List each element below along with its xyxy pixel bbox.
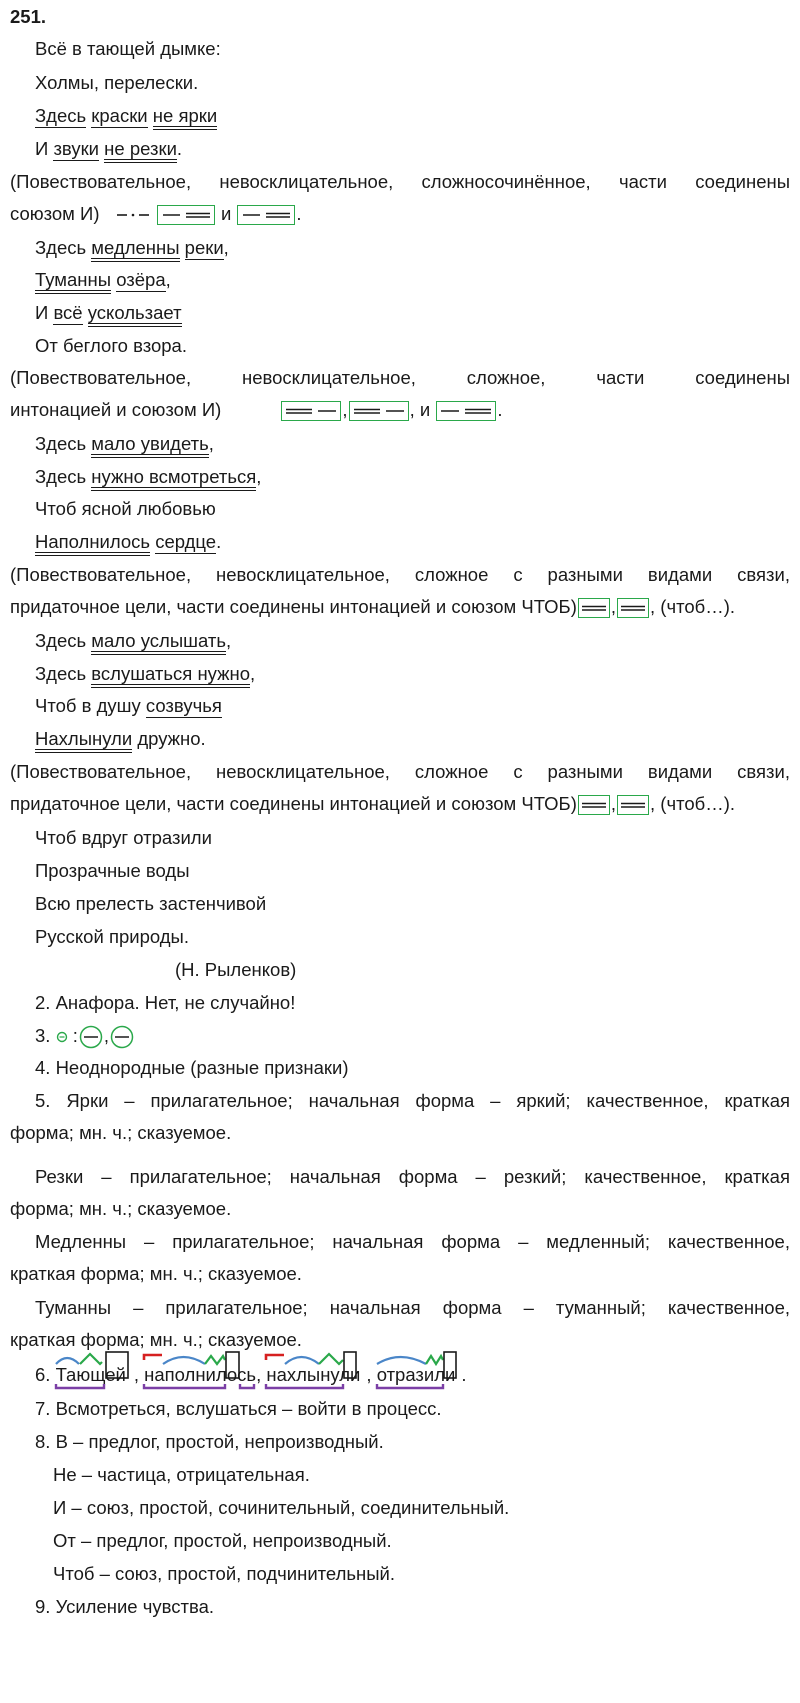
predicate-word: ускользает — [88, 302, 182, 327]
predicate-word: мало услышать — [91, 630, 226, 655]
poem-line: Прозрачные воды — [35, 860, 190, 881]
sentence-description: (Повествовательное, невосклицательное, сложное с разными видами связи, — [10, 761, 790, 782]
poem-line — [35, 630, 231, 652]
morpheme-word — [144, 1364, 256, 1386]
schema-box — [349, 401, 409, 421]
sentence-description: (Повествовательное, невосклицательное, сложное, части соединены — [10, 367, 790, 388]
text: 6. — [35, 1364, 51, 1385]
poem-line: От беглого взора. — [35, 335, 187, 356]
poem-line: Русской природы. — [35, 926, 189, 947]
answer-7: 7. Всмотреться, вслушаться – войти в процесс. — [35, 1398, 442, 1419]
text: , — [250, 663, 256, 684]
text: , — [103, 1025, 109, 1046]
poem-line: Холмы, перелески. — [35, 72, 199, 93]
homogeneous-member-circle-icon — [78, 1025, 104, 1049]
morpheme-marks-icon — [263, 1350, 363, 1398]
schema-box — [578, 795, 610, 815]
subject-word: реки — [184, 237, 224, 258]
answer-5: форма; мн. ч.; сказуемое. — [10, 1198, 232, 1219]
sentence-description: (Повествовательное, невосклицательное, сложносочинённое, части соединены — [10, 171, 790, 192]
text: , — [610, 793, 617, 814]
text: Здесь — [35, 433, 92, 454]
text: и — [220, 203, 232, 224]
answer-6 — [35, 1364, 467, 1386]
text: , — [342, 399, 348, 420]
subject-word: сердце — [155, 531, 217, 552]
schema-box — [578, 598, 610, 618]
predicate-word: медленны — [91, 237, 179, 262]
predicate-word: не резки — [104, 138, 177, 163]
poem-line — [35, 105, 217, 127]
sentence-description — [10, 596, 790, 618]
text: 3. — [35, 1025, 51, 1046]
poem-line — [35, 269, 171, 291]
answer-5: Туманны – прилагательное; начальная форма – туманный; качественное, — [35, 1297, 790, 1318]
morpheme-word — [56, 1364, 126, 1386]
text: , — [366, 1364, 372, 1385]
predicate-word: вслушаться нужно — [91, 663, 250, 688]
answer-8-item: Чтоб – союз, простой, подчинительный. — [53, 1563, 396, 1584]
text: Здесь — [35, 663, 92, 684]
answer-5: форма; мн. ч.; сказуемое. — [10, 1122, 232, 1143]
morpheme-marks-icon — [53, 1350, 133, 1398]
text: , — [256, 1364, 262, 1385]
homogeneous-member-circle-icon — [109, 1025, 135, 1049]
sentence-description — [10, 399, 790, 421]
text: . — [216, 531, 222, 552]
morpheme-marks-icon — [374, 1350, 467, 1398]
text: , (чтоб…). — [650, 596, 736, 617]
morpheme-marks-icon — [141, 1350, 261, 1398]
sentence-description: (Повествовательное, невосклицательное, сложное с разными видами связи, — [10, 564, 790, 585]
subject-word: краски — [91, 105, 148, 126]
answer-8-item: И – союз, простой, сочинительный, соединительный. — [53, 1497, 510, 1518]
poem-line: Всю прелесть застенчивой — [35, 893, 267, 914]
sentence-description — [10, 793, 790, 815]
text: . — [296, 203, 302, 224]
answer-5: 5. Ярки – прилагательное; начальная форма – яркий; качественное, краткая — [35, 1090, 790, 1111]
text: Здесь — [35, 237, 92, 258]
text: союзом И) — [10, 203, 100, 224]
answer-8: 8. В – предлог, простой, непроизводный. — [35, 1431, 384, 1452]
schema-box — [617, 598, 649, 618]
text: , (чтоб…). — [650, 793, 736, 814]
predicate-word: не ярки — [153, 105, 217, 130]
text: , — [133, 1364, 139, 1385]
predicate-word: нужно всмотреться — [91, 466, 256, 491]
text: : — [72, 1025, 78, 1046]
text: Здесь — [35, 466, 92, 487]
text: И — [35, 302, 54, 323]
text: Чтоб в душу — [35, 695, 146, 716]
sentence-description — [10, 203, 790, 225]
text: нахлынули — [266, 1364, 361, 1385]
text: Тающей — [55, 1364, 126, 1385]
poem-line: Чтоб вдруг отразили — [35, 827, 212, 848]
text: наполнилось — [144, 1364, 257, 1385]
text: придаточное цели, части соединены интонацией и союзом ЧТОБ) — [10, 596, 577, 617]
answer-5: краткая форма; мн. ч.; сказуемое. — [10, 1329, 302, 1350]
text: Здесь — [35, 630, 92, 651]
dash-dot-icon — [115, 208, 151, 222]
text: , — [256, 466, 262, 487]
subject-word: озёра — [116, 269, 166, 290]
answer-8-item: От – предлог, простой, непроизводный. — [53, 1530, 392, 1551]
task-number: 251. — [10, 6, 47, 27]
text: , — [610, 596, 617, 617]
schema-box — [237, 205, 295, 225]
answer-5: краткая форма; мн. ч.; сказуемое. — [10, 1263, 302, 1284]
schema-box — [157, 205, 215, 225]
answer-4: 4. Неоднородные (разные признаки) — [35, 1057, 349, 1078]
answer-9: 9. Усиление чувства. — [35, 1596, 215, 1617]
text: , и — [409, 399, 431, 420]
text: И — [35, 138, 54, 159]
subject-word: всё — [53, 302, 83, 323]
answer-5: Медленны – прилагательное; начальная форма – медленный; качественное, — [35, 1231, 790, 1252]
predicate-word: Нахлынули — [35, 728, 132, 753]
poem-line — [35, 433, 214, 455]
subject-word: созвучья — [145, 695, 222, 716]
text: дружно. — [132, 728, 206, 749]
text: , — [225, 630, 232, 651]
answer-5: Резки – прилагательное; начальная форма – резкий; качественное, краткая — [35, 1166, 790, 1187]
text: . — [176, 138, 183, 159]
predicate-word: Туманны — [35, 269, 111, 294]
conjunction-circle-icon — [56, 1030, 68, 1044]
answer-3 — [35, 1025, 135, 1049]
schema-box — [281, 401, 341, 421]
predicate-word: мало увидеть — [91, 433, 208, 458]
poem-line — [35, 138, 182, 160]
text: . — [497, 399, 503, 420]
poem-line — [35, 302, 182, 324]
answer-8-item: Не – частица, отрицательная. — [53, 1464, 310, 1485]
predicate-word: Наполнилось — [35, 531, 150, 556]
text: . — [461, 1364, 467, 1385]
subject-word: Здесь — [35, 105, 87, 126]
poem-line — [35, 466, 261, 488]
poem-line — [35, 531, 221, 553]
poem-line — [35, 695, 222, 717]
poem-line: Чтоб ясной любовью — [35, 498, 216, 519]
text: интонацией и союзом И) — [10, 399, 222, 420]
text: отразили — [376, 1364, 456, 1385]
poem-line — [35, 728, 206, 750]
text: придаточное цели, части соединены интонацией и союзом ЧТОБ) — [10, 793, 577, 814]
text: , — [223, 237, 229, 258]
poem-line — [35, 663, 255, 685]
morpheme-word — [266, 1364, 360, 1386]
answer-2: 2. Анафора. Нет, не случайно! — [35, 992, 296, 1013]
text: , — [208, 433, 214, 454]
poem-line — [35, 237, 229, 259]
subject-word: звуки — [53, 138, 100, 159]
poem-line: Всё в тающей дымке: — [35, 38, 221, 59]
morpheme-word — [377, 1364, 456, 1386]
author: (Н. Рыленков) — [175, 959, 297, 980]
text: , — [165, 269, 171, 290]
schema-box — [617, 795, 649, 815]
schema-box — [436, 401, 496, 421]
